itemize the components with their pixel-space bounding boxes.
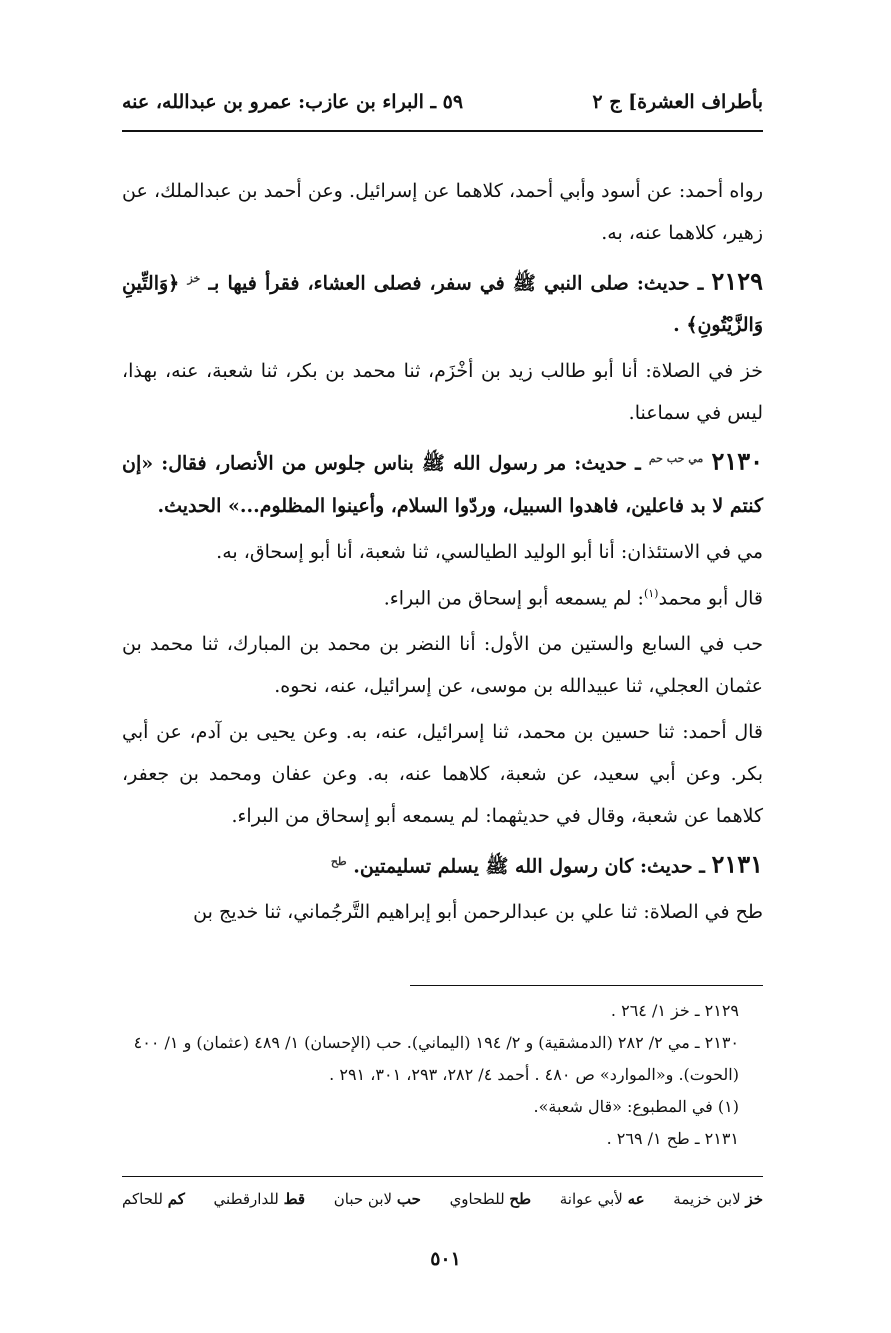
margin-siglum: مي حب حم xyxy=(648,452,704,466)
note-text: : لم يسمعه أبو إسحاق من البراء. xyxy=(383,586,644,609)
hadith-number: ٢١٣٠ xyxy=(711,446,763,476)
header-chapter: ٥٩ ـ البراء بن عازب: عمرو بن عبدالله، عنه xyxy=(122,91,464,113)
header-divider xyxy=(122,130,763,132)
hadith-number: ٢١٢٩ xyxy=(711,266,763,296)
hadith-number: ٢١٣١ xyxy=(711,849,763,879)
legend-divider xyxy=(122,1176,763,1177)
siglum-legend xyxy=(122,1190,763,1208)
running-header xyxy=(122,84,763,120)
hadith-text: ـ حديث: مر رسول الله ﷺ بناس جلوس من الأنصار، فقال: «إن كنتم لا بد فاعلين، فاهدوا السبيل، وردّوا السلام، وأعينوا المظلوم...» الحديث. xyxy=(122,452,763,517)
legend-item: طح للطحاوي xyxy=(449,1190,532,1208)
paragraph: خز في الصلاة: أنا أبو طالب زيد بن أخْزَم، ثنا محمد بن بكر، ثنا شعبة، عنه، بهذا، ليس في سماعنا. xyxy=(122,360,763,425)
margin-siglum: خز xyxy=(187,272,201,285)
hadith-2131 xyxy=(122,841,763,887)
hadith-2130 xyxy=(122,438,763,526)
paragraph: حب في السابع والستين من الأول: أنا النضر بن محمد بن المبارك، ثنا محمد بن عثمان العجلي، ثنا عبيدالله بن موسى، عن إسرائيل، عنه، نحوه. xyxy=(122,632,763,697)
footnote-divider xyxy=(410,985,763,986)
hadith-text: ـ حديث: صلى النبي ﷺ في سفر، فصلى العشاء، فقرأ فيها بـ xyxy=(208,272,704,295)
footnote: ٢١٣١ ـ طح ١/ ٢٦٩ . xyxy=(606,1129,739,1148)
main-text xyxy=(122,170,763,933)
paragraph: قال أحمد: ثنا حسين بن محمد، ثنا إسرائيل، عنه، به. وعن يحيى بن آدم، عن أبي بكر. وعن أبي سعيد، عن شعبة، كلاهما عنه، به. وعن عفان ومحمد بن جعفر، كلاهما عن شعبة، وقال في حديثهما: لم يسمعه أبو إسحاق من البراء. xyxy=(122,720,763,827)
hadith-text: ـ حديث: كان رسول الله ﷺ يسلم تسليمتين. xyxy=(353,855,705,878)
header-volume: بأطراف العشرة] ج ٢ xyxy=(592,91,763,113)
legend-item: عه لأبي عوانة xyxy=(559,1190,645,1208)
paragraph xyxy=(122,573,763,619)
note-text: قال أبو محمد xyxy=(658,586,763,609)
paragraph: طح في الصلاة: ثنا علي بن عبدالرحمن أبو إبراهيم التَّرجُماني، ثنا خديج بن xyxy=(193,901,763,924)
footnote: ٢١٢٩ ـ خز ١/ ٢٦٤ . xyxy=(610,1001,739,1020)
paragraph: مي في الاستئذان: أنا أبو الوليد الطيالسي، ثنا شعبة، أنا أبو إسحاق، به. xyxy=(216,540,763,563)
footnote: ٢١٣٠ ـ مي ٢/ ٢٨٢ (الدمشقية) و ٢/ ١٩٤ (اليماني). حب (الإحسان) ١/ ٤٨٩ (عثمان) و ١/ ٤٠٠ (الحوت). و«الموارد» ص ٤٨٠ . أحمد ٤/ ٢٨٢، ٢٩٣، ٣٠١، ٢٩١ . xyxy=(133,1033,739,1084)
legend-item: كم للحاكم xyxy=(122,1190,185,1208)
legend-item: خز لابن خزيمة xyxy=(673,1190,763,1208)
page-number: ٥٠١ xyxy=(430,1248,461,1270)
hadith-2129 xyxy=(122,258,763,346)
paragraph: رواه أحمد: عن أسود وأبي أحمد، كلاهما عن إسرائيل. وعن أحمد بن عبدالملك، عن زهير، كلاهما عنه، به. xyxy=(122,180,763,244)
legend-item: قط للدارقطني xyxy=(213,1190,306,1208)
margin-siglum: طح xyxy=(330,854,347,868)
footnotes xyxy=(122,995,763,1155)
footnote: (١) في المطبوع: «قال شعبة». xyxy=(533,1097,739,1116)
quran-verse: ﴿وَالتِّينِ وَالزَّيْتُونِ﴾ . xyxy=(122,272,763,337)
legend-item: حب لابن حبان xyxy=(333,1190,421,1208)
footnote-marker: (١) xyxy=(643,586,659,600)
